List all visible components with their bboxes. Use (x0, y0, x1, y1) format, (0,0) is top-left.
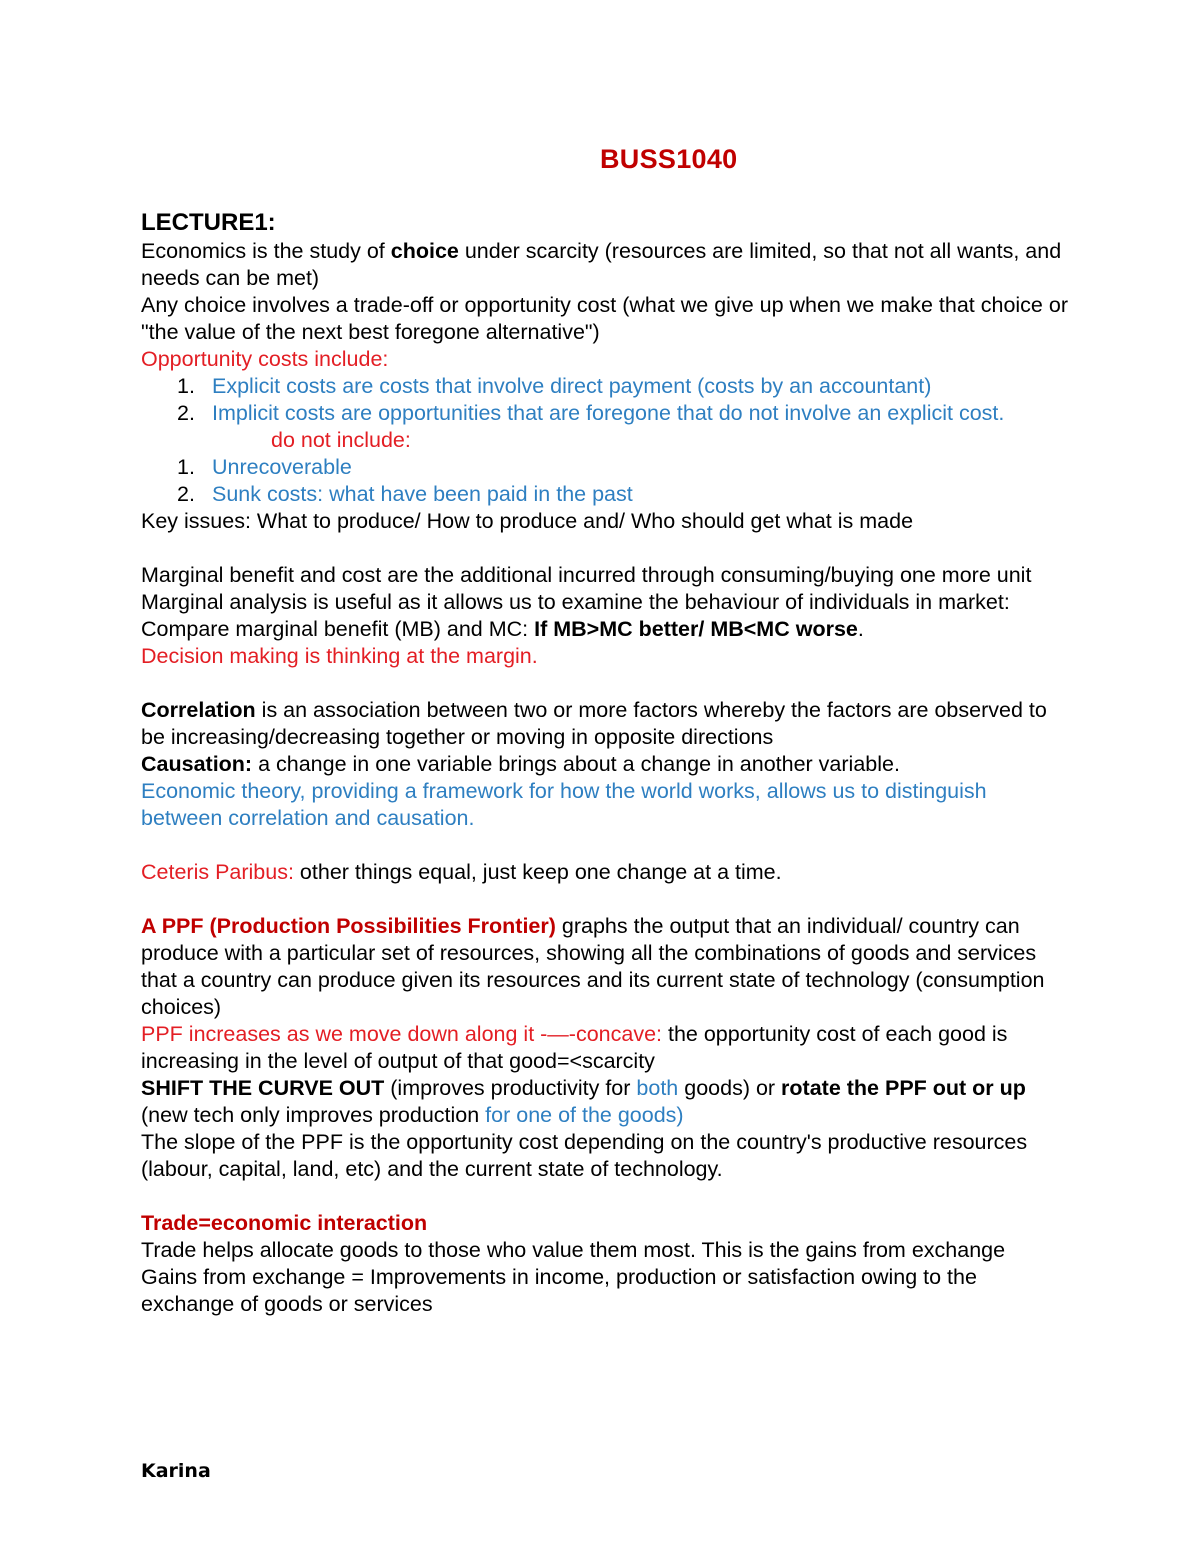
footer-author: Karina (141, 1460, 211, 1482)
causation-definition: Causation: a change in one variable brings about a change in another variable. (141, 752, 900, 776)
trade-paragraph: Trade helps allocate goods to those who value them most. This is the gains from exchange (141, 1238, 1006, 1262)
marginal-analysis-paragraph: Marginal analysis is useful as it allows us to examine the behaviour of individuals in market: Compare marginal benefit (MB) and MC: If MB>MC better/ MB<MC worse. (141, 590, 1010, 641)
ceteris-paribus-line: Ceteris Paribus: other things equal, just keep one change at a time. (141, 860, 782, 884)
ppf-definition: A PPF (Production Possibilities Frontier) graphs the output that an individual/ country can produce with a particular set of resources, showing all the combinations of goods and services that a country can produce given its resources and its current state of technology (consumption choices) (141, 914, 1045, 1019)
gains-from-exchange-paragraph: Gains from exchange = Improvements in income, production or satisfaction owing to the exchange of goods or services (141, 1265, 977, 1316)
list-item: 1. Unrecoverable (177, 455, 352, 479)
trade-heading: Trade=economic interaction (141, 1211, 428, 1235)
course-title: BUSS1040 (600, 144, 738, 174)
key-issues: Key issues: What to produce/ How to produce and/ Who should get what is made (141, 509, 914, 533)
list-item: 2. Sunk costs: what have been paid in the past (177, 482, 633, 506)
ppf-slope-line: The slope of the PPF is the opportunity cost depending on the country's productive resources (labour, capital, land, etc) and the current state of technology. (141, 1130, 1028, 1181)
spacer (141, 832, 1071, 859)
list-item: 1. Explicit costs are costs that involve direct payment (costs by an accountant) (177, 374, 932, 398)
document-body (141, 208, 1071, 1318)
spacer (141, 670, 1071, 697)
do-not-include-label: do not include: (271, 428, 411, 452)
marginal-benefit-paragraph: Marginal benefit and cost are the additional incurred through consuming/buying one more unit (141, 563, 1032, 587)
list-item: 2. Implicit costs are opportunities that are foregone that do not involve an explicit cost. (177, 401, 1005, 425)
spacer (141, 535, 1071, 562)
decision-making-line: Decision making is thinking at the margin. (141, 644, 538, 668)
spacer (141, 886, 1071, 913)
spacer (141, 1183, 1071, 1210)
lecture-heading: LECTURE1: (141, 209, 276, 236)
ppf-concave-line: PPF increases as we move down along it -—-concave: the opportunity cost of each good is increasing in the level of output of that good=<scarcity (141, 1022, 1008, 1073)
ppf-shift-line: SHIFT THE CURVE OUT (improves productivity for both goods) or rotate the PPF out or up (new tech only improves production for one of the goods) (141, 1076, 1026, 1127)
opportunity-costs-label: Opportunity costs include: (141, 347, 389, 371)
economics-definition: Economics is the study of choice under scarcity (resources are limited, so that not all wants, and needs can be met) (141, 239, 1062, 290)
tradeoff-paragraph: Any choice involves a trade-off or opportunity cost (what we give up when we make that choice or "the value of the next best foregone alternative") (141, 293, 1068, 344)
economic-theory-line: Economic theory, providing a framework for how the world works, allows us to distinguish between correlation and causation. (141, 779, 987, 830)
correlation-definition: Correlation is an association between two or more factors whereby the factors are observed to be increasing/decreasing together or moving in opposite directions (141, 698, 1047, 749)
